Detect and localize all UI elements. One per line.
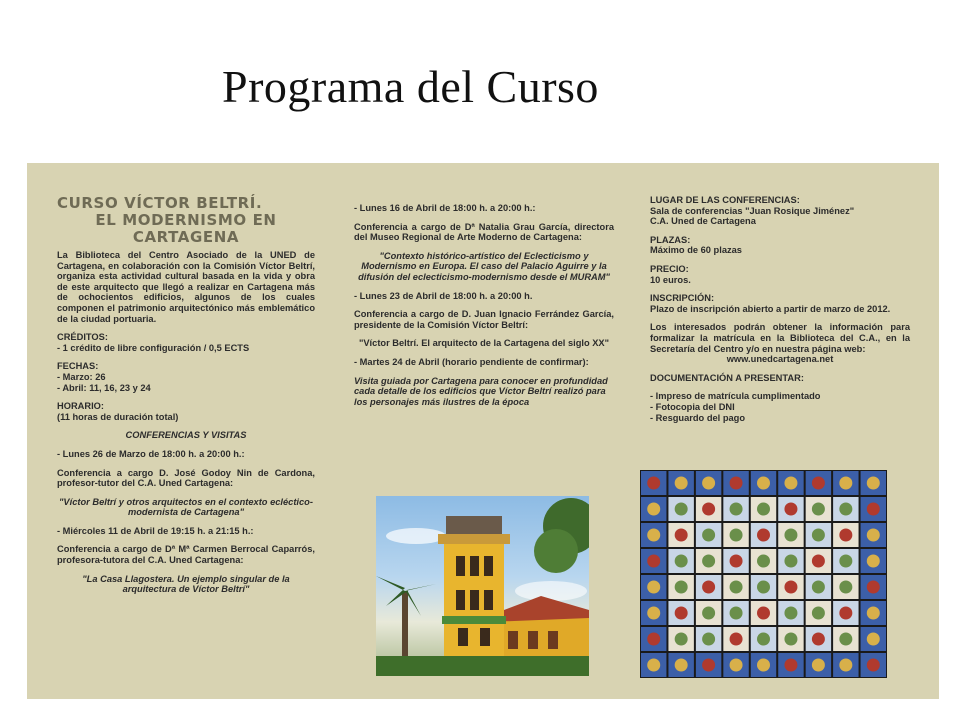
brochure-column-3 (650, 195, 910, 423)
info-text: Los interesados podrán obtener la información para formalizar la matrícula en la Biblioteca del C.A., en la Secretaría del Centro y/o en nuestra página web: (650, 322, 910, 354)
session-1-speaker: Conferencia a cargo D. José Godoy Nin de Cardona, profesor-tutor del C.A. Uned Cartagena: (57, 467, 315, 489)
tower-illustration (376, 496, 589, 676)
session-1-title: "Víctor Beltrí y otros arquitectos en el contexto ecléctico-modernista de Cartagena" (59, 496, 313, 518)
plazas-value: Máximo de 60 plazas (650, 245, 742, 256)
session-1-date: - Lunes 26 de Marzo de 18:00 h. a 20:00 h.: (57, 448, 245, 459)
precio-value: 10 euros. (650, 274, 691, 285)
conferencias-heading: CONFERENCIAS Y VISITAS (125, 430, 247, 441)
precio-label: PRECIO: (650, 263, 689, 274)
brochure-column-1 (57, 195, 315, 603)
intro-text: La Biblioteca del Centro Asociado de la UNED de Cartagena, en colaboración con la Comisión Víctor Beltrí, organiza esta actividad cultural basada en la vida y obra de este arquitecto que llegó a realizar en Cartagena más de ochocientos edificios, algunos de los cuales componen el patrimonio arquitectónico más emblemático de la ciudad portuaria. (57, 250, 315, 324)
stained-glass-illustration (640, 470, 887, 678)
tower-photo (376, 496, 589, 676)
inscripcion-value: Plazo de inscripción abierto a partir de marzo de 2012. (650, 303, 891, 314)
session-5-date: - Martes 24 de Abril (horario pendiente de confirmar): (354, 356, 589, 367)
slide-title: Programa del Curso (222, 61, 599, 112)
session-2-date: - Miércoles 11 de Abril de 19:15 h. a 21:15 h.: (57, 525, 254, 536)
course-heading-line-2: EL MODERNISMO EN (95, 211, 277, 229)
doc-item-3: - Resguardo del pago (650, 412, 746, 423)
fechas-abril: - Abril: 11, 16, 23 y 24 (57, 382, 151, 393)
course-heading (57, 195, 315, 246)
session-4-title: "Víctor Beltrí. El arquitecto de la Cartagena del siglo XX" (358, 338, 610, 349)
course-heading-line-3: CARTAGENA (132, 228, 240, 246)
session-2-title: "La Casa Llagostera. Un ejemplo singular de la arquitectura de Víctor Beltrí" (82, 573, 290, 595)
creditos-value: - 1 crédito de libre configuración / 0,5 ECTS (57, 342, 250, 353)
session-3-speaker: Conferencia a cargo de Dª Natalia Grau García, directora del Museo Regional de Arte Moderno de Cartagena: (354, 221, 614, 243)
session-3-date: - Lunes 16 de Abril de 18:00 h. a 20:00 h.: (354, 203, 536, 213)
fechas-label: FECHAS: (57, 361, 99, 372)
session-5-description: Visita guiada por Cartagena para conocer en profundidad cada detalle de los edificios que Víctor Beltrí realizó para los personajes más ilustres de la época (354, 375, 608, 407)
brochure-column-2 (354, 203, 614, 415)
session-4-date: - Lunes 23 de Abril de 18:00 h. a 20:00 h. (354, 290, 533, 301)
course-heading-line-1: CURSO VÍCTOR BELTRÍ. (57, 194, 263, 212)
doc-item-2: - Fotocopia del DNI (650, 401, 735, 412)
session-3-title: "Contexto histórico-artístico del Eclecticismo y Modernismo en Europa. El caso del Palacio Aguirre y la difusión del eclecticismo-modernismo desde el MURAM" (358, 250, 610, 282)
docs-label: DOCUMENTACIÓN A PRESENTAR: (650, 372, 804, 383)
horario-value: (11 horas de duración total) (57, 411, 179, 422)
horario-label: HORARIO: (57, 401, 104, 412)
creditos-label: CRÉDITOS: (57, 332, 108, 343)
lugar-label: LUGAR DE LAS CONFERENCIAS: (650, 195, 800, 205)
doc-item-1: - Impreso de matrícula cumplimentado (650, 391, 821, 402)
lugar-value-2: C.A. Uned de Cartagena (650, 216, 756, 227)
website: www.unedcartagena.net (726, 354, 834, 365)
brochure-image (27, 163, 939, 699)
plazas-label: PLAZAS: (650, 234, 691, 245)
inscripcion-label: INSCRIPCIÓN: (650, 293, 715, 304)
fechas-marzo: - Marzo: 26 (57, 371, 106, 382)
stained-glass-photo (640, 470, 887, 678)
lugar-value-1: Sala de conferencias "Juan Rosique Jiménez" (650, 205, 855, 216)
session-2-speaker: Conferencia a cargo de Dª Mª Carmen Berrocal Caparrós, profesora-tutora del C.A. Uned Cartagena: (57, 544, 315, 566)
session-4-speaker: Conferencia a cargo de D. Juan Ignacio Ferrández García, presidente de la Comisión Víctor Beltrí: (354, 309, 614, 330)
